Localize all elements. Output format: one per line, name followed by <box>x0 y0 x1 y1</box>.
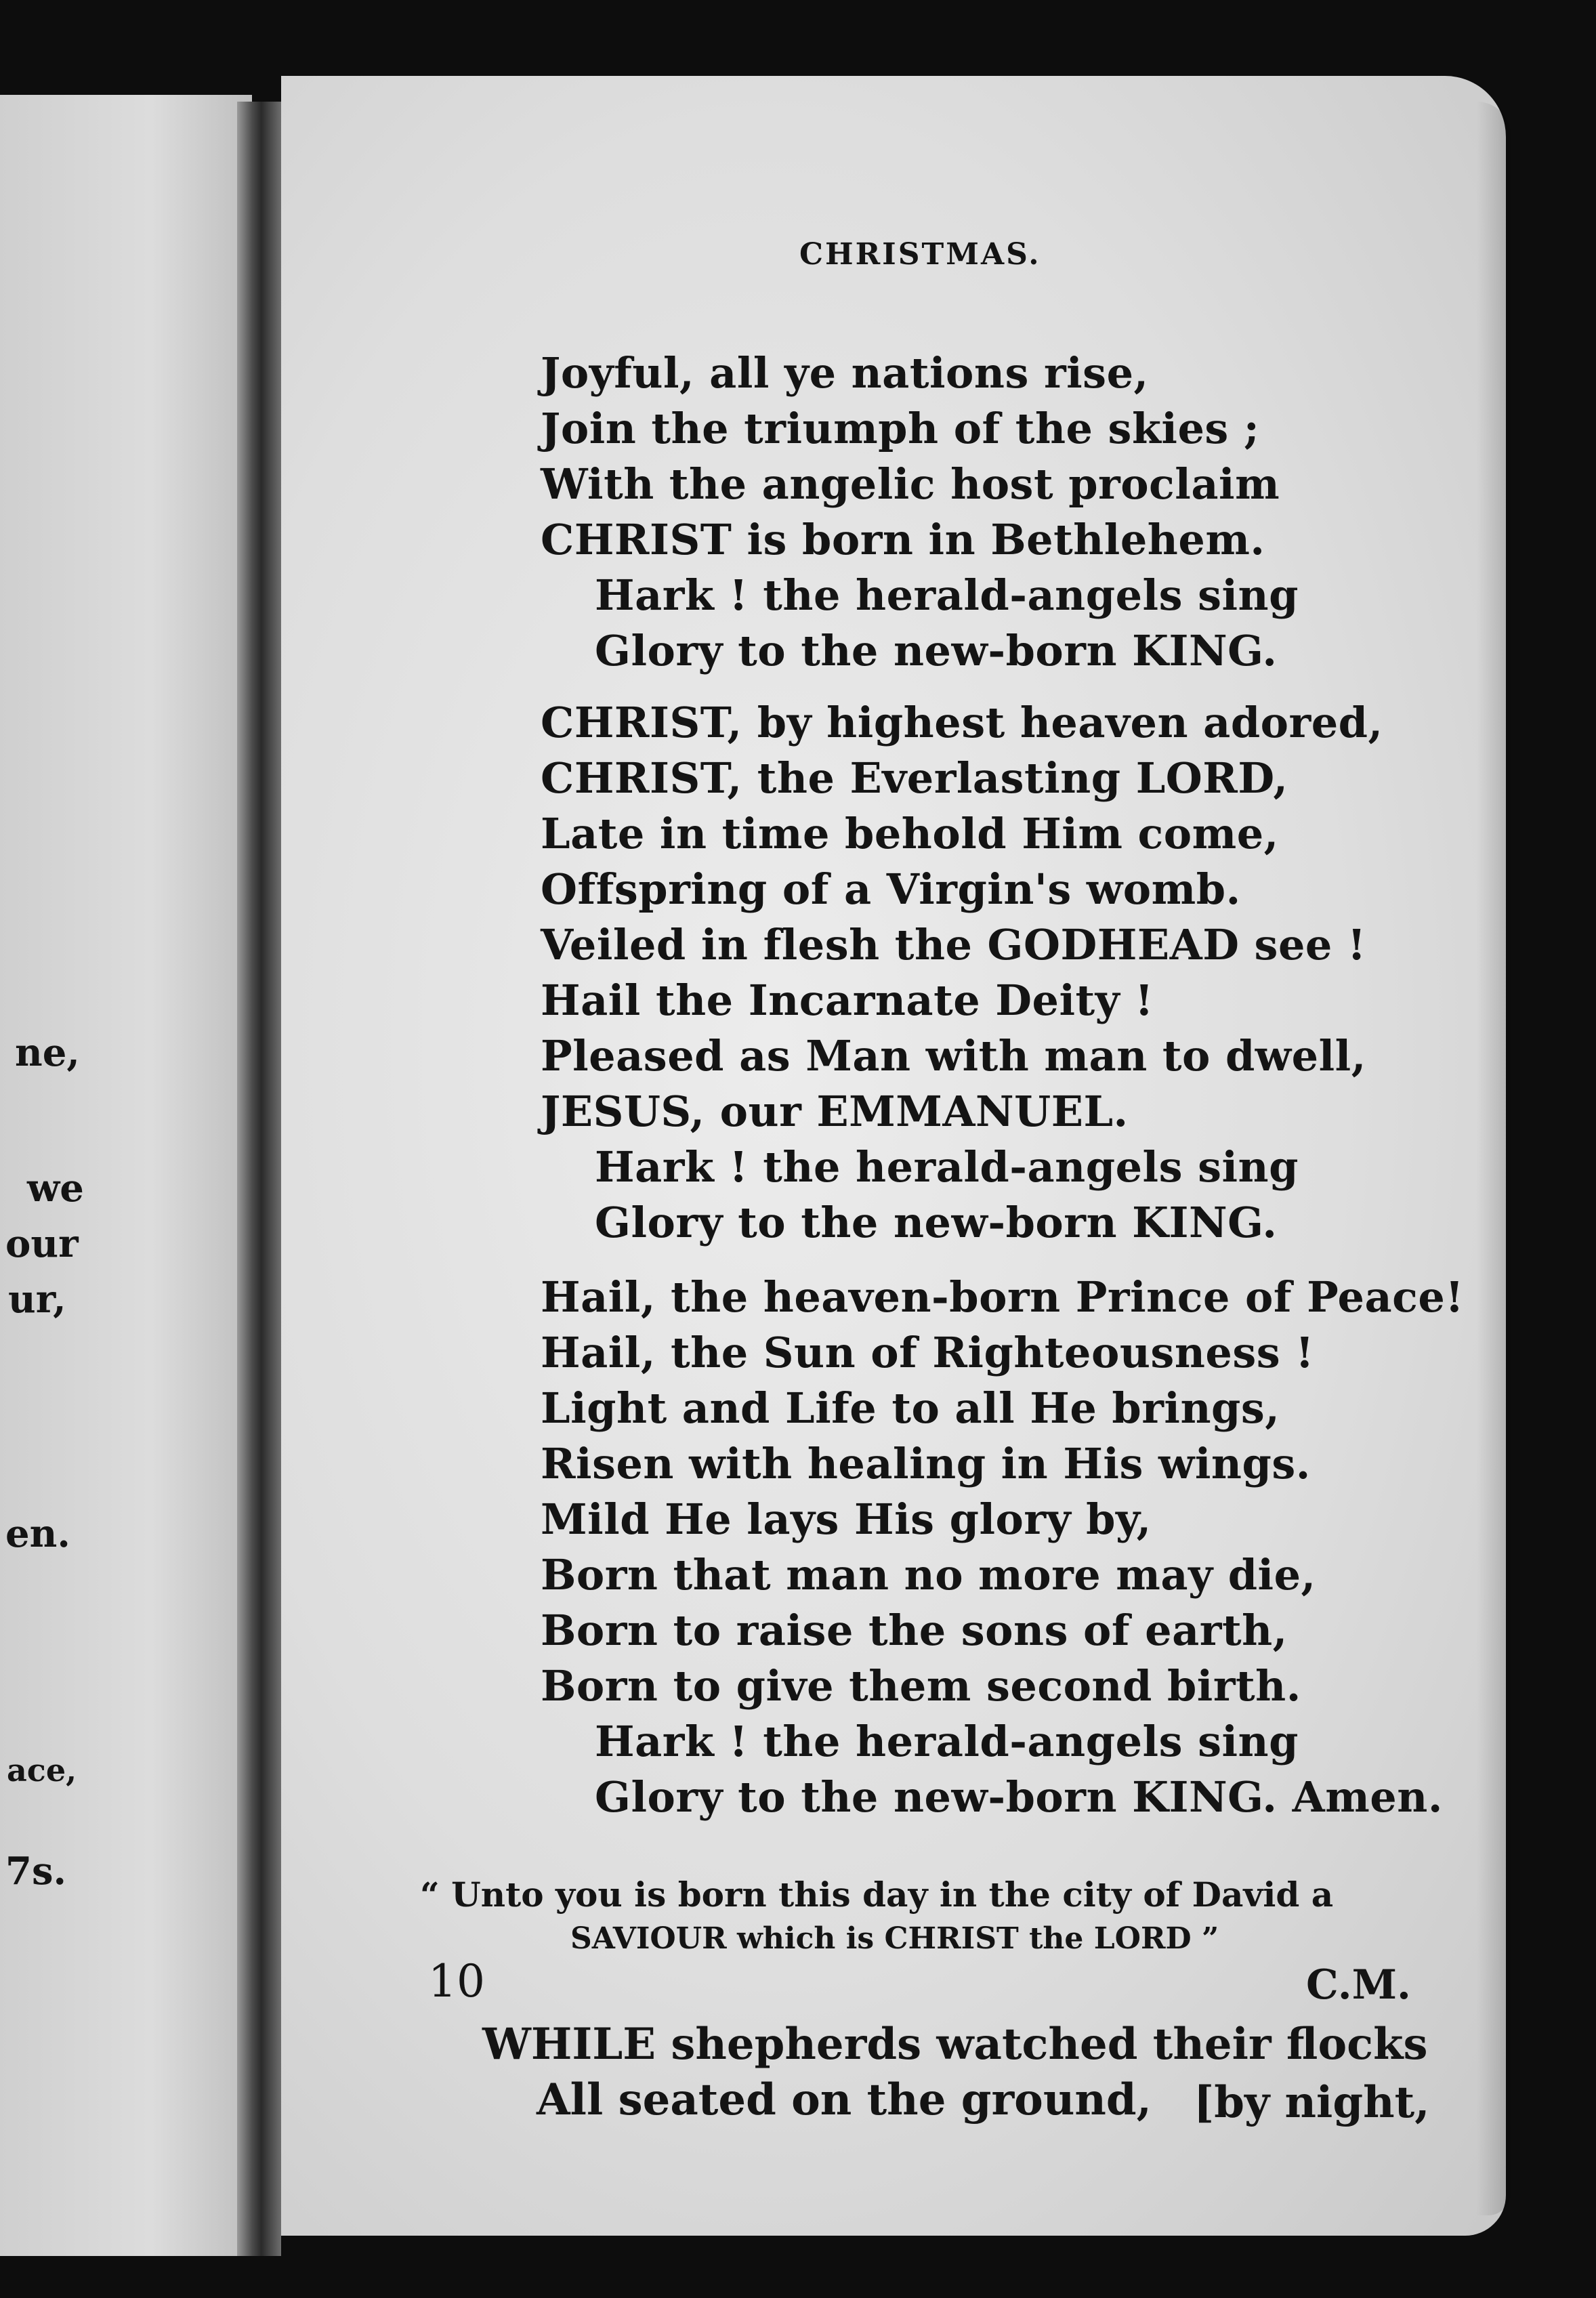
verse-line: Born to give them second birth. <box>541 1661 1301 1711</box>
left-page-fragment: we <box>27 1166 84 1211</box>
verse-line: Risen with healing in His wings. <box>541 1439 1311 1488</box>
verse-line: CHRIST is born in Bethlehem. <box>541 515 1265 564</box>
refrain-line: Glory to the new-born KING. Amen. <box>595 1772 1443 1822</box>
verse-line: With the angelic host proclaim <box>541 459 1280 509</box>
book-gutter <box>237 102 281 2256</box>
verse-line: Join the triumph of the skies ; <box>541 404 1260 453</box>
verse-line: CHRIST, by highest heaven adored, <box>541 698 1383 747</box>
page-header: CHRISTMAS. <box>799 237 1041 272</box>
left-page-fragment: en. <box>5 1511 70 1556</box>
verse-line: Born that man no more may die, <box>541 1550 1316 1600</box>
verse-line: Veiled in flesh the GODHEAD see ! <box>541 920 1366 969</box>
verse-line: JESUS, our EMMANUEL. <box>541 1087 1129 1136</box>
next-hymn-line: WHILE shepherds watched their flocks <box>482 2019 1428 2070</box>
verse-line: Hail, the heaven-born Prince of Peace! <box>541 1272 1465 1322</box>
next-hymn-line-continuation: [by night, <box>1194 2077 1430 2128</box>
scripture-quote-line: “ Unto you is born this day in the city of David a <box>420 1875 1334 1915</box>
verse-line: Light and Life to all He brings, <box>541 1383 1280 1433</box>
page-number: 10 <box>428 1955 485 2007</box>
refrain-line: Glory to the new-born KING. <box>595 626 1278 675</box>
left-page-fragment: our <box>5 1221 79 1266</box>
refrain-line: Hark ! the herald-angels sing <box>595 570 1299 620</box>
verse-line: CHRIST, the Everlasting LORD, <box>541 753 1288 803</box>
left-page-fragment: 7s. <box>5 1849 66 1894</box>
verse-line: Pleased as Man with man to dwell, <box>541 1031 1366 1081</box>
verse-line: Late in time behold Him come, <box>541 809 1279 858</box>
next-hymn-line: All seated on the ground, <box>537 2074 1152 2125</box>
page-edge-shadow <box>1477 102 1511 2215</box>
left-page-fragment: ace, <box>7 1752 77 1789</box>
refrain-line: Glory to the new-born KING. <box>595 1198 1278 1247</box>
verse-line: Offspring of a Virgin's womb. <box>541 864 1241 914</box>
refrain-line: Hark ! the herald-angels sing <box>595 1142 1299 1192</box>
hymn-meter: C.M. <box>1306 1961 1411 2009</box>
refrain-line: Hark ! the herald-angels sing <box>595 1717 1299 1766</box>
verse-line: Joyful, all ye nations rise, <box>541 348 1149 398</box>
scripture-quote-line: SAVIOUR which is CHRIST the LORD ” <box>570 1921 1219 1956</box>
verse-line: Hail, the Sun of Righteousness ! <box>541 1328 1314 1377</box>
verse-line: Mild He lays His glory by, <box>541 1495 1152 1544</box>
left-page-fragment: ne, <box>15 1030 80 1075</box>
verse-line: Born to raise the sons of earth, <box>541 1606 1288 1655</box>
verse-line: Hail the Incarnate Deity ! <box>541 976 1154 1025</box>
left-page-fragment: ur, <box>8 1277 66 1322</box>
